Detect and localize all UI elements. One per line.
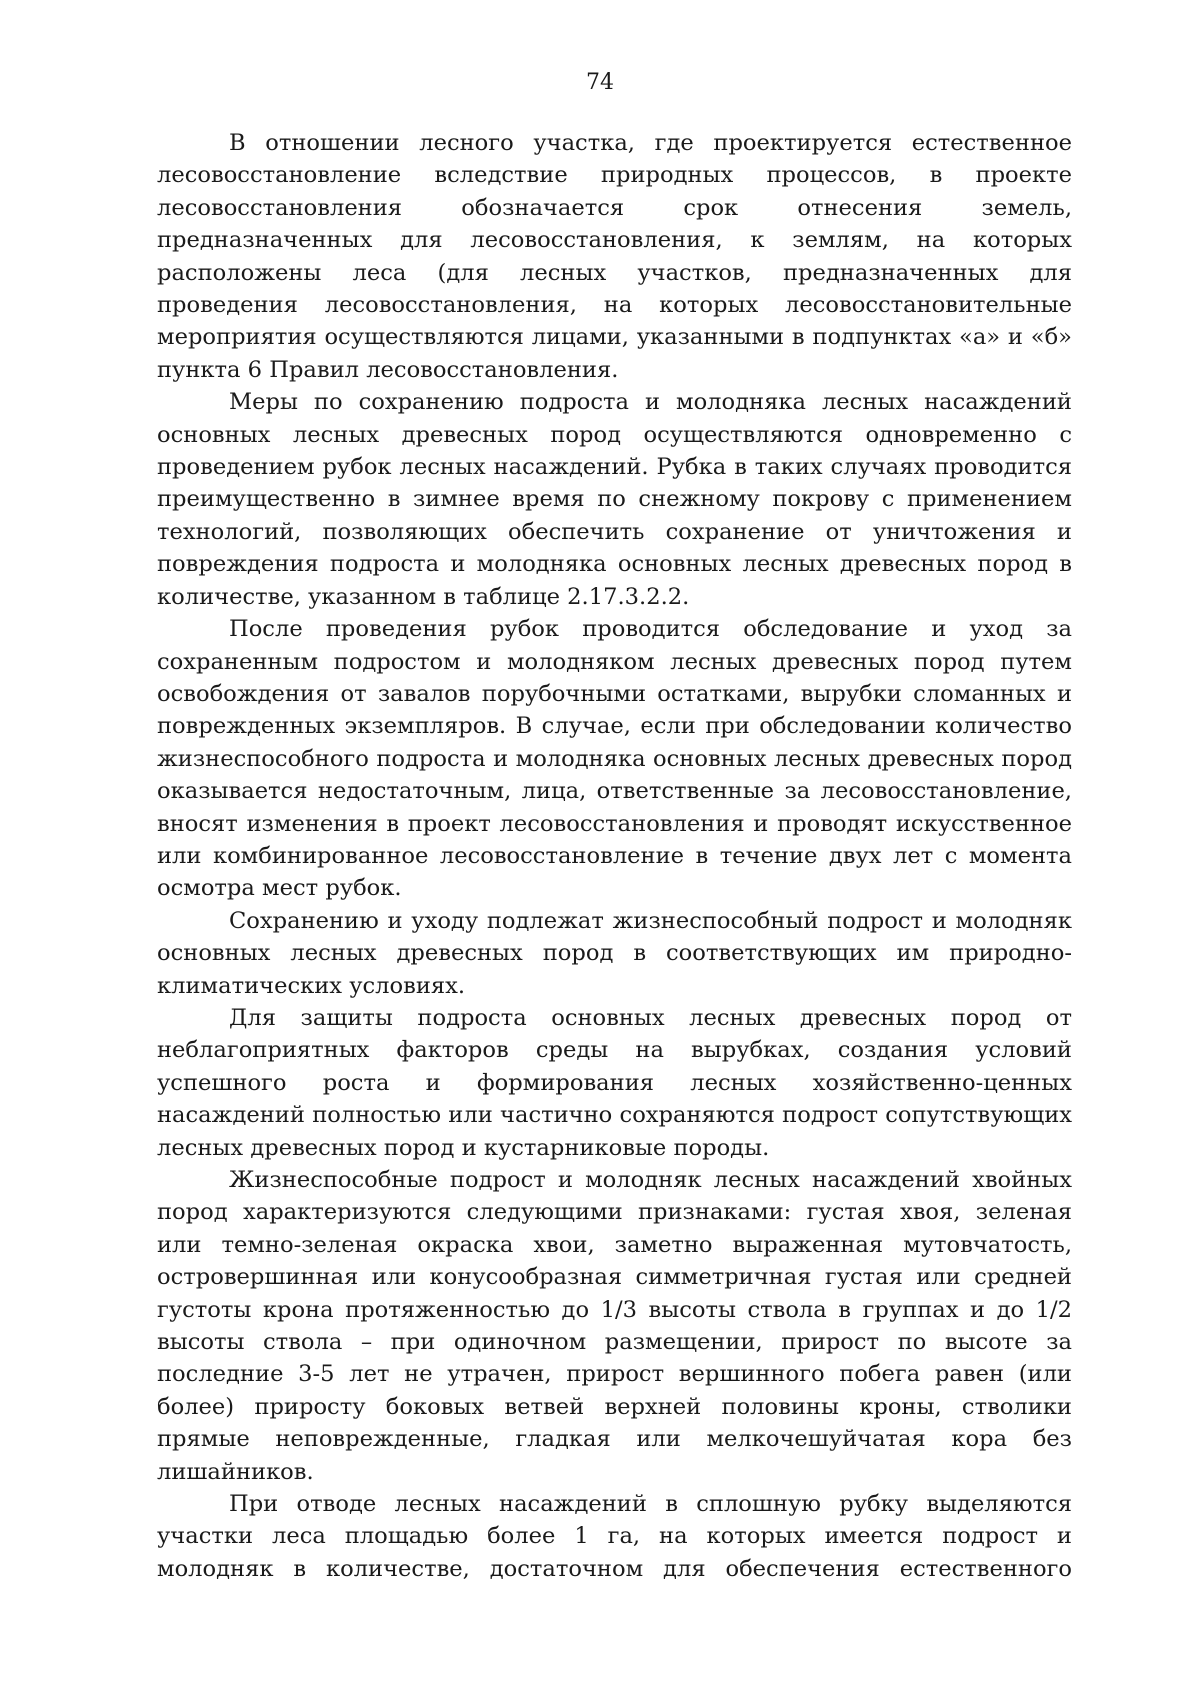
paragraph: Сохранению и уходу подлежат жизнеспособный подрост и молодняк основных лесных древесных пород в соответствующих им природно-климатических условиях. <box>157 907 1072 999</box>
paragraph: В отношении лесного участка, где проектируется естественное лесовосстановление вследствие природных процессов, в проекте лесовосстановления обозначается срок отнесения земель, предназначенных для лесовосстановления, к землям, на которых расположены леса (для лесных участков, предназначенных для проведения лесовосстановления, на которых лесовосстановительные мероприятия осуществляются лицами, указанными в подпунктах «а» и «б» пункта 6 Правил лесовосстановления. <box>157 130 1072 383</box>
body-text <box>157 127 1072 1585</box>
paragraph-continued: При отводе лесных насаждений в сплошную рубку выделяются участки леса площадью более 1 га, на которых имеется подрост и молодняк в количестве, достаточном для обеспечения естественного <box>157 1491 1072 1582</box>
paragraph: Для защиты подроста основных лесных древесных пород от неблагоприятных факторов среды на вырубках, создания условий успешного роста и формирования лесных хозяйственно-ценных насаждений полностью или частично сохраняются подрост сопутствующих лесных древесных пород и кустарниковые породы. <box>157 1004 1072 1161</box>
paragraph: Жизнеспособные подрост и молодняк лесных насаждений хвойных пород характеризуются следующими признаками: густая хвоя, зеленая или темно-зеленая окраска хвои, заметно выраженная мутовчатость, островершинная или конусообразная симметричная густая или средней густоты крона протяженностью до 1/3 высоты ствола в группах и до 1/2 высоты ствола – при одиночном размещении, прирост по высоте за последние 3-5 лет не утрачен, прирост вершинного побега равен (или более) приросту боковых ветвей верхней половины кроны, стволики прямые неповрежденные, гладкая или мелкочешуйчатая кора без лишайников. <box>157 1167 1072 1485</box>
page-number: 74 <box>586 70 614 95</box>
paragraph: Меры по сохранению подроста и молодняка лесных насаждений основных лесных древесных пород осуществляются одновременно с проведением рубок лесных насаждений. Рубка в таких случаях проводится преимущественно в зимнее время по снежному покрову с применением технологий, позволяющих обеспечить сохранение от уничтожения и повреждения подроста и молодняка основных лесных древесных пород в количестве, указанном в таблице 2.17.3.2.2. <box>157 389 1072 610</box>
paragraph: После проведения рубок проводится обследование и уход за сохраненным подростом и молодняком лесных древесных пород путем освобождения от завалов порубочными остатками, вырубки сломанных и поврежденных экземпляров. В случае, если при обследовании количество жизнеспособного подроста и молодняка основных лесных древесных пород оказывается недостаточным, лица, ответственные за лесовосстановление, вносят изменения в проект лесовосстановления и проводят искусственное или комбинированное лесовосстановление в течение двух лет с момента осмотра мест рубок. <box>157 616 1072 902</box>
